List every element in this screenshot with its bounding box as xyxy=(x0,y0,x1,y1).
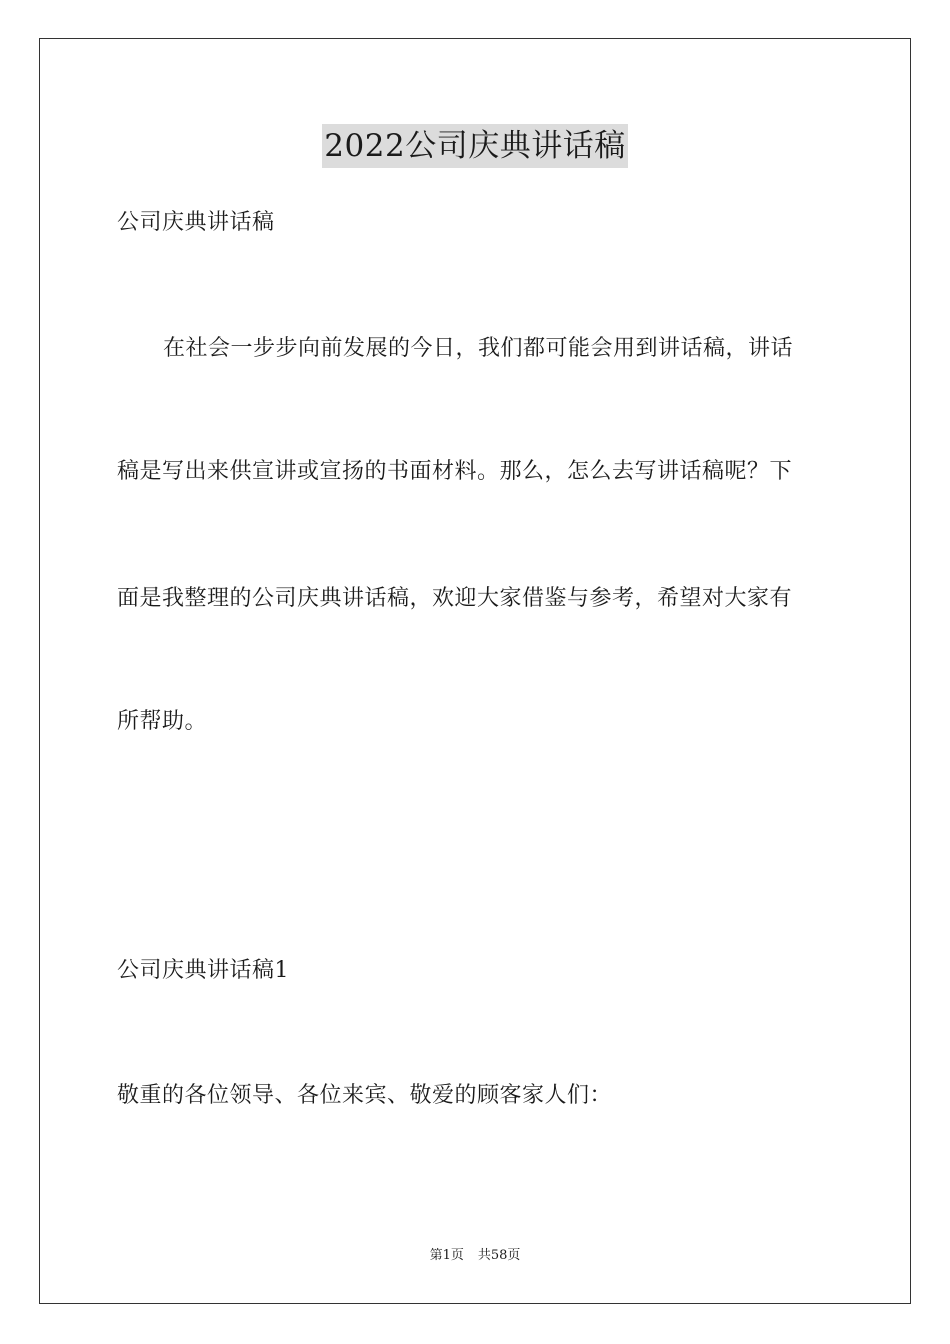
intro-line-4: 所帮助。 xyxy=(117,709,208,734)
document-subtitle: 公司庆典讲话稿 xyxy=(117,210,275,235)
total-pages: 共58页 xyxy=(477,1248,521,1263)
intro-line-2: 稿是写出来供宣讲或宣扬的书面材料。那么，怎么去写讲话稿呢？下 xyxy=(117,459,793,484)
page-number: 第1页 xyxy=(429,1248,464,1263)
intro-line-1: 在社会一步步向前发展的今日，我们都可能会用到讲话稿，讲话 xyxy=(163,336,794,361)
document-title: 2022公司庆典讲话稿 xyxy=(322,124,627,168)
title-container xyxy=(0,124,950,168)
intro-line-3: 面是我整理的公司庆典讲话稿，欢迎大家借鉴与参考，希望对大家有 xyxy=(117,586,793,611)
section-heading: 公司庆典讲话稿1 xyxy=(117,958,289,983)
salutation: 敬重的各位领导、各位来宾、敬爱的顾客家人们： xyxy=(117,1083,613,1108)
page-footer xyxy=(0,1247,950,1265)
